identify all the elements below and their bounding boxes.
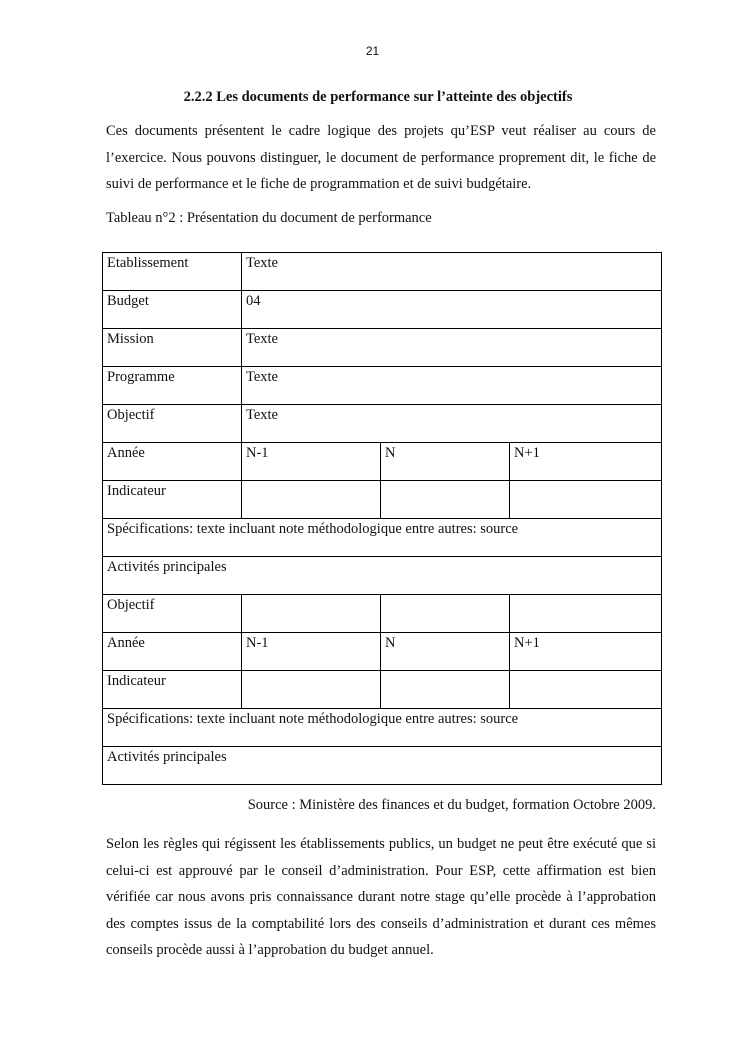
- table-row: [103, 405, 662, 443]
- intro-paragraph: Ces documents présentent le cadre logique des projets qu’ESP veut réaliser au cours de l’exercice. Nous pouvons distinguer, le document de performance proprement dit, le fiche de suivi de performance et le fiche de programmation et de suivi budgétaire.: [106, 123, 656, 192]
- row-label: Objectif: [103, 405, 242, 443]
- table-row: [103, 747, 662, 785]
- row-label: Année: [103, 633, 242, 671]
- row-label: Etablissement: [103, 253, 242, 291]
- row-label: Année: [103, 443, 242, 481]
- closing-paragraph: Selon les règles qui régissent les établissements publics, un budget ne peut être exécuté que si celui-ci est approuvé par le conseil d’administration. Pour ESP, cette affirmation est bien vérifiée car nous avons pris connaissance durant notre stage qu’elle procède à l’approbation des comptes issus de la comptabilité lors des conseils d’administration et durant ces mêmes conseils procède aussi à l’approbation du budget annuel.: [106, 836, 656, 958]
- specifications-cell: Spécifications: texte incluant note méthodologique entre autres: source: [103, 709, 662, 747]
- table-row: [103, 633, 662, 671]
- empty-cell: [242, 481, 381, 519]
- empty-cell: [510, 595, 662, 633]
- table-row: [103, 443, 662, 481]
- source-note: Source : Ministère des finances et du budget, formation Octobre 2009.: [247, 797, 656, 813]
- empty-cell: [381, 671, 510, 709]
- year-cell: N: [381, 443, 510, 481]
- empty-cell: [242, 595, 381, 633]
- row-value: Texte: [242, 329, 662, 367]
- empty-cell: [510, 481, 662, 519]
- performance-document-table: [102, 252, 662, 785]
- specifications-cell: Spécifications: texte incluant note méthodologique entre autres: source: [103, 519, 662, 557]
- table-row: [103, 329, 662, 367]
- row-value: 04: [242, 291, 662, 329]
- row-label: Indicateur: [103, 671, 242, 709]
- page-number: 21: [365, 44, 380, 58]
- year-cell: N-1: [242, 633, 381, 671]
- year-cell: N+1: [510, 443, 662, 481]
- section-heading: 2.2.2 Les documents de performance sur l’atteinte des objectifs: [183, 89, 573, 105]
- empty-cell: [381, 481, 510, 519]
- table-row: [103, 595, 662, 633]
- row-label: Programme: [103, 367, 242, 405]
- table-row: [103, 519, 662, 557]
- table-row: [103, 671, 662, 709]
- row-label: Indicateur: [103, 481, 242, 519]
- empty-cell: [510, 671, 662, 709]
- empty-cell: [242, 671, 381, 709]
- table-row: [103, 557, 662, 595]
- year-cell: N: [381, 633, 510, 671]
- year-cell: N-1: [242, 443, 381, 481]
- table-row: [103, 481, 662, 519]
- row-label: Objectif: [103, 595, 242, 633]
- activities-cell: Activités principales: [103, 747, 662, 785]
- row-label: Mission: [103, 329, 242, 367]
- table-row: [103, 709, 662, 747]
- table-row: [103, 253, 662, 291]
- activities-cell: Activités principales: [103, 557, 662, 595]
- row-value: Texte: [242, 367, 662, 405]
- table-row: [103, 291, 662, 329]
- row-value: Texte: [242, 253, 662, 291]
- row-value: Texte: [242, 405, 662, 443]
- row-label: Budget: [103, 291, 242, 329]
- year-cell: N+1: [510, 633, 662, 671]
- table-caption: Tableau n°2 : Présentation du document de performance: [106, 210, 432, 226]
- empty-cell: [381, 595, 510, 633]
- table-row: [103, 367, 662, 405]
